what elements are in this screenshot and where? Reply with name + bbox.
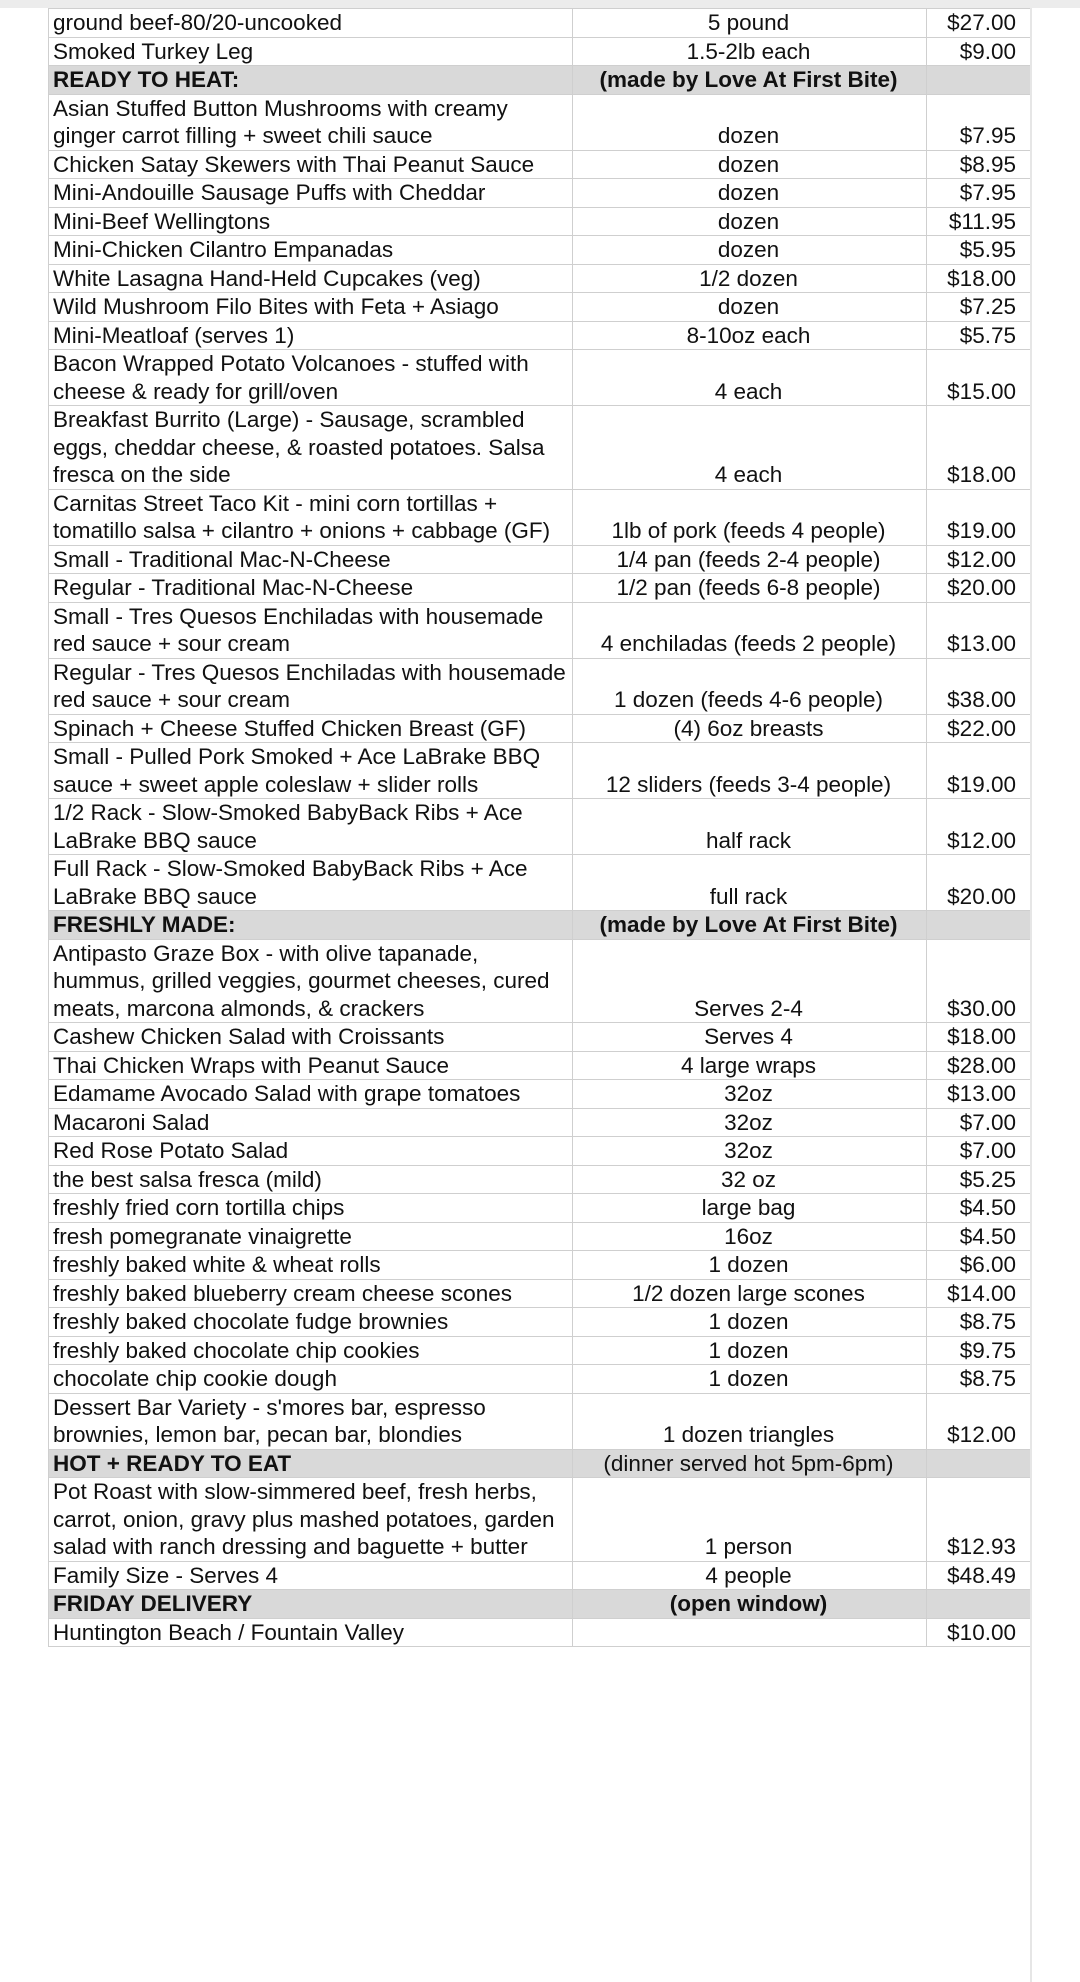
section-title: HOT + READY TO EAT	[49, 1449, 573, 1478]
item-quantity-cell: 1/4 pan (feeds 2-4 people)	[573, 545, 927, 574]
item-name-cell: Regular - Traditional Mac-N-Cheese	[49, 574, 573, 603]
item-price-cell: $7.25	[927, 293, 1031, 322]
item-price-cell: $11.95	[927, 207, 1031, 236]
item-price-cell: $19.00	[927, 489, 1031, 545]
table-row	[49, 150, 1031, 179]
section-title: FRIDAY DELIVERY	[49, 1590, 573, 1619]
table-row	[49, 207, 1031, 236]
item-price-cell: $12.00	[927, 545, 1031, 574]
item-name-cell: freshly baked white & wheat rolls	[49, 1251, 573, 1280]
table-row	[49, 1279, 1031, 1308]
item-quantity-cell	[573, 1618, 927, 1647]
item-name-cell: Bacon Wrapped Potato Volcanoes - stuffed with cheese & ready for grill/oven	[49, 350, 573, 406]
table-row	[49, 1222, 1031, 1251]
section-header-row	[49, 1449, 1031, 1478]
item-price-cell: $20.00	[927, 855, 1031, 911]
item-name-cell: Cashew Chicken Salad with Croissants	[49, 1023, 573, 1052]
item-name-cell: Carnitas Street Taco Kit - mini corn tortillas + tomatillo salsa + cilantro + onions + cabbage (GF)	[49, 489, 573, 545]
item-quantity-cell: 4 each	[573, 406, 927, 490]
item-quantity-cell: dozen	[573, 236, 927, 265]
table-row	[49, 236, 1031, 265]
section-price-blank	[927, 911, 1031, 940]
item-name-cell: Small - Traditional Mac-N-Cheese	[49, 545, 573, 574]
item-quantity-cell: 1 dozen (feeds 4-6 people)	[573, 658, 927, 714]
table-row	[49, 264, 1031, 293]
table-row	[49, 939, 1031, 1023]
item-price-cell: $19.00	[927, 743, 1031, 799]
sheet-right-edge	[1030, 8, 1032, 1982]
section-title: READY TO HEAT:	[49, 66, 573, 95]
item-price-cell: $5.95	[927, 236, 1031, 265]
item-price-cell: $9.00	[927, 37, 1031, 66]
item-quantity-cell: dozen	[573, 293, 927, 322]
item-price-cell: $12.93	[927, 1478, 1031, 1562]
item-name-cell: freshly baked chocolate chip cookies	[49, 1336, 573, 1365]
item-price-cell: $7.95	[927, 179, 1031, 208]
item-name-cell: Small - Tres Quesos Enchiladas with housemade red sauce + sour cream	[49, 602, 573, 658]
item-quantity-cell: 32oz	[573, 1108, 927, 1137]
item-price-cell: $27.00	[927, 9, 1031, 38]
item-name-cell: freshly baked chocolate fudge brownies	[49, 1308, 573, 1337]
table-row	[49, 37, 1031, 66]
item-quantity-cell: half rack	[573, 799, 927, 855]
item-price-cell: $13.00	[927, 602, 1031, 658]
item-quantity-cell: 12 sliders (feeds 3-4 people)	[573, 743, 927, 799]
item-price-cell: $22.00	[927, 714, 1031, 743]
item-quantity-cell: Serves 4	[573, 1023, 927, 1052]
section-header-row	[49, 66, 1031, 95]
item-quantity-cell: 32oz	[573, 1137, 927, 1166]
item-name-cell: Asian Stuffed Button Mushrooms with creamy ginger carrot filling + sweet chili sauce	[49, 94, 573, 150]
item-quantity-cell: 16oz	[573, 1222, 927, 1251]
table-row	[49, 9, 1031, 38]
item-name-cell: Family Size - Serves 4	[49, 1561, 573, 1590]
table-row	[49, 799, 1031, 855]
section-note: (open window)	[573, 1590, 927, 1619]
section-price-blank	[927, 1449, 1031, 1478]
item-quantity-cell: 1.5-2lb each	[573, 37, 927, 66]
item-quantity-cell: 4 large wraps	[573, 1051, 927, 1080]
item-price-cell: $48.49	[927, 1561, 1031, 1590]
item-quantity-cell: full rack	[573, 855, 927, 911]
table-row	[49, 321, 1031, 350]
section-price-blank	[927, 66, 1031, 95]
table-row	[49, 855, 1031, 911]
item-name-cell: Mini-Andouille Sausage Puffs with Cheddar	[49, 179, 573, 208]
item-name-cell: Macaroni Salad	[49, 1108, 573, 1137]
item-quantity-cell: dozen	[573, 94, 927, 150]
item-name-cell: Thai Chicken Wraps with Peanut Sauce	[49, 1051, 573, 1080]
item-price-cell: $38.00	[927, 658, 1031, 714]
item-price-cell: $15.00	[927, 350, 1031, 406]
table-row	[49, 350, 1031, 406]
item-quantity-cell: 1 person	[573, 1478, 927, 1562]
item-quantity-cell: 5 pound	[573, 9, 927, 38]
section-note: (made by Love At First Bite)	[573, 66, 927, 95]
table-row	[49, 1478, 1031, 1562]
item-quantity-cell: 4 people	[573, 1561, 927, 1590]
item-price-cell: $5.25	[927, 1165, 1031, 1194]
item-quantity-cell: dozen	[573, 179, 927, 208]
table-row	[49, 1137, 1031, 1166]
item-name-cell: Antipasto Graze Box - with olive tapanade, hummus, grilled veggies, gourmet cheeses, cured meats, marcona almonds, & crackers	[49, 939, 573, 1023]
item-name-cell: Smoked Turkey Leg	[49, 37, 573, 66]
item-price-cell: $13.00	[927, 1080, 1031, 1109]
item-name-cell: Small - Pulled Pork Smoked + Ace LaBrake BBQ sauce + sweet apple coleslaw + slider rolls	[49, 743, 573, 799]
item-quantity-cell: 4 each	[573, 350, 927, 406]
item-name-cell: Full Rack - Slow-Smoked BabyBack Ribs + Ace LaBrake BBQ sauce	[49, 855, 573, 911]
top-edge-bar	[0, 0, 1080, 8]
item-price-cell: $18.00	[927, 1023, 1031, 1052]
item-price-cell: $30.00	[927, 939, 1031, 1023]
item-quantity-cell: 1 dozen	[573, 1251, 927, 1280]
item-price-cell: $8.75	[927, 1365, 1031, 1394]
table-row	[49, 545, 1031, 574]
table-row	[49, 1618, 1031, 1647]
item-quantity-cell: 32 oz	[573, 1165, 927, 1194]
table-row	[49, 1251, 1031, 1280]
table-row	[49, 293, 1031, 322]
item-quantity-cell: large bag	[573, 1194, 927, 1223]
item-name-cell: Huntington Beach / Fountain Valley	[49, 1618, 573, 1647]
item-quantity-cell: 1 dozen	[573, 1365, 927, 1394]
item-quantity-cell: 1 dozen	[573, 1336, 927, 1365]
item-name-cell: freshly baked blueberry cream cheese scones	[49, 1279, 573, 1308]
item-price-cell: $12.00	[927, 799, 1031, 855]
item-price-cell: $28.00	[927, 1051, 1031, 1080]
section-header-row	[49, 911, 1031, 940]
item-name-cell: Wild Mushroom Filo Bites with Feta + Asiago	[49, 293, 573, 322]
item-quantity-cell: 1/2 dozen	[573, 264, 927, 293]
table-row	[49, 658, 1031, 714]
item-name-cell: freshly fried corn tortilla chips	[49, 1194, 573, 1223]
item-price-cell: $8.75	[927, 1308, 1031, 1337]
table-row	[49, 743, 1031, 799]
item-price-cell: $10.00	[927, 1618, 1031, 1647]
item-price-cell: $8.95	[927, 150, 1031, 179]
table-row	[49, 489, 1031, 545]
item-quantity-cell: dozen	[573, 207, 927, 236]
item-quantity-cell: 1/2 dozen large scones	[573, 1279, 927, 1308]
item-price-cell: $6.00	[927, 1251, 1031, 1280]
item-price-cell: $12.00	[927, 1393, 1031, 1449]
item-name-cell: Regular - Tres Quesos Enchiladas with housemade red sauce + sour cream	[49, 658, 573, 714]
item-name-cell: Mini-Meatloaf (serves 1)	[49, 321, 573, 350]
item-name-cell: White Lasagna Hand-Held Cupcakes (veg)	[49, 264, 573, 293]
item-name-cell: Dessert Bar Variety - s'mores bar, espresso brownies, lemon bar, pecan bar, blondies	[49, 1393, 573, 1449]
table-row	[49, 1023, 1031, 1052]
item-name-cell: fresh pomegranate vinaigrette	[49, 1222, 573, 1251]
item-name-cell: Mini-Beef Wellingtons	[49, 207, 573, 236]
item-name-cell: Mini-Chicken Cilantro Empanadas	[49, 236, 573, 265]
table-row	[49, 1365, 1031, 1394]
item-quantity-cell: 8-10oz each	[573, 321, 927, 350]
item-name-cell: Spinach + Cheese Stuffed Chicken Breast (GF)	[49, 714, 573, 743]
table-row	[49, 1080, 1031, 1109]
item-name-cell: chocolate chip cookie dough	[49, 1365, 573, 1394]
item-price-cell: $18.00	[927, 406, 1031, 490]
table-row	[49, 574, 1031, 603]
table-row	[49, 1308, 1031, 1337]
item-quantity-cell: 1 dozen triangles	[573, 1393, 927, 1449]
item-name-cell: ground beef-80/20-uncooked	[49, 9, 573, 38]
section-price-blank	[927, 1590, 1031, 1619]
item-price-cell: $4.50	[927, 1222, 1031, 1251]
table-row	[49, 1561, 1031, 1590]
item-quantity-cell: 1lb of pork (feeds 4 people)	[573, 489, 927, 545]
item-price-cell: $14.00	[927, 1279, 1031, 1308]
table-row	[49, 1051, 1031, 1080]
section-note: (made by Love At First Bite)	[573, 911, 927, 940]
table-row	[49, 1393, 1031, 1449]
item-price-cell: $9.75	[927, 1336, 1031, 1365]
section-header-row	[49, 1590, 1031, 1619]
item-price-cell: $7.00	[927, 1108, 1031, 1137]
item-name-cell: 1/2 Rack - Slow-Smoked BabyBack Ribs + Ace LaBrake BBQ sauce	[49, 799, 573, 855]
item-name-cell: Chicken Satay Skewers with Thai Peanut Sauce	[49, 150, 573, 179]
table-row	[49, 602, 1031, 658]
item-price-cell: $5.75	[927, 321, 1031, 350]
item-name-cell: Red Rose Potato Salad	[49, 1137, 573, 1166]
item-name-cell: the best salsa fresca (mild)	[49, 1165, 573, 1194]
item-price-cell: $4.50	[927, 1194, 1031, 1223]
menu-price-table	[48, 8, 1031, 1647]
item-name-cell: Edamame Avocado Salad with grape tomatoes	[49, 1080, 573, 1109]
item-quantity-cell: dozen	[573, 150, 927, 179]
item-name-cell: Breakfast Burrito (Large) - Sausage, scrambled eggs, cheddar cheese, & roasted potatoes. Salsa fresca on the side	[49, 406, 573, 490]
item-quantity-cell: Serves 2-4	[573, 939, 927, 1023]
item-quantity-cell: 1/2 pan (feeds 6-8 people)	[573, 574, 927, 603]
item-price-cell: $20.00	[927, 574, 1031, 603]
table-row	[49, 1194, 1031, 1223]
item-price-cell: $7.95	[927, 94, 1031, 150]
item-price-cell: $7.00	[927, 1137, 1031, 1166]
table-row	[49, 714, 1031, 743]
table-row	[49, 406, 1031, 490]
item-quantity-cell: (4) 6oz breasts	[573, 714, 927, 743]
item-quantity-cell: 1 dozen	[573, 1308, 927, 1337]
section-note: (dinner served hot 5pm-6pm)	[573, 1449, 927, 1478]
section-title: FRESHLY MADE:	[49, 911, 573, 940]
table-row	[49, 1108, 1031, 1137]
menu-table-body	[49, 9, 1031, 1647]
item-quantity-cell: 32oz	[573, 1080, 927, 1109]
item-quantity-cell: 4 enchiladas (feeds 2 people)	[573, 602, 927, 658]
item-name-cell: Pot Roast with slow-simmered beef, fresh herbs, carrot, onion, gravy plus mashed potatoes, garden salad with ranch dressing and baguette + butter	[49, 1478, 573, 1562]
item-price-cell: $18.00	[927, 264, 1031, 293]
table-row	[49, 94, 1031, 150]
table-row	[49, 1336, 1031, 1365]
table-row	[49, 1165, 1031, 1194]
table-row	[49, 179, 1031, 208]
